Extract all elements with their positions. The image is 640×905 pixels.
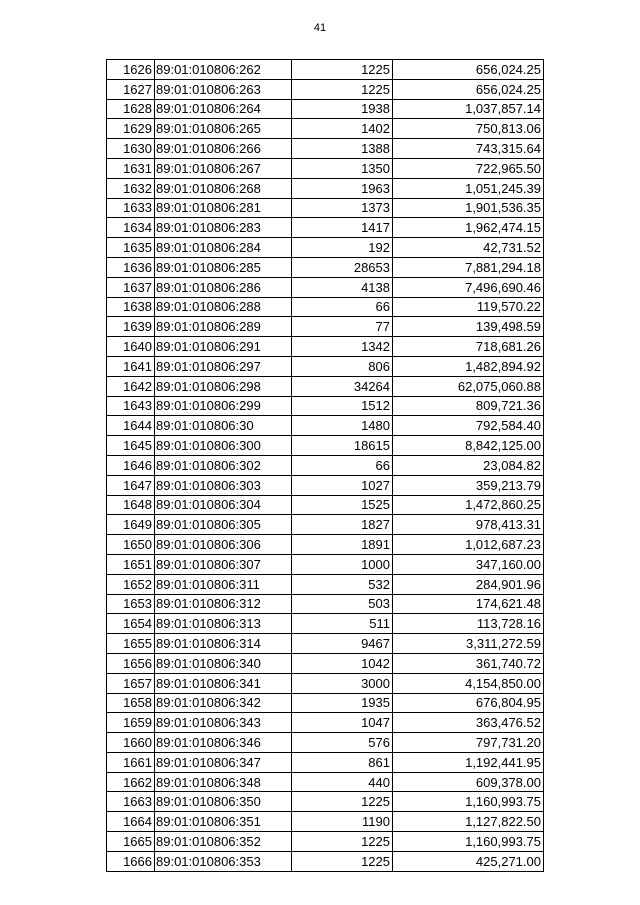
area-cell: 1935: [292, 693, 393, 713]
area-cell: 1225: [292, 60, 393, 80]
area-cell: 1225: [292, 79, 393, 99]
cadastral-value-cell: 62,075,060.88: [393, 376, 544, 396]
table-row: [107, 297, 544, 317]
cadastral-number-cell: 89:01:010806:299: [155, 396, 292, 416]
cadastral-value-cell: 1,192,441.95: [393, 752, 544, 772]
cadastral-number-cell: 89:01:010806:351: [155, 812, 292, 832]
area-cell: 1388: [292, 139, 393, 159]
table-row: [107, 119, 544, 139]
row-number-cell: 1640: [107, 337, 155, 357]
table-row: [107, 475, 544, 495]
table-row: [107, 832, 544, 852]
table-row: [107, 673, 544, 693]
area-cell: 77: [292, 317, 393, 337]
area-cell: 1225: [292, 832, 393, 852]
cadastral-value-cell: 42,731.52: [393, 238, 544, 258]
row-number-cell: 1628: [107, 99, 155, 119]
cadastral-value-cell: 792,584.40: [393, 416, 544, 436]
cadastral-number-cell: 89:01:010806:304: [155, 495, 292, 515]
cadastral-value-cell: 722,965.50: [393, 158, 544, 178]
row-number-cell: 1643: [107, 396, 155, 416]
table-row: [107, 178, 544, 198]
area-cell: 1000: [292, 554, 393, 574]
cadastral-value-cell: 119,570.22: [393, 297, 544, 317]
row-number-cell: 1659: [107, 713, 155, 733]
row-number-cell: 1662: [107, 772, 155, 792]
cadastral-value-cell: 1,037,857.14: [393, 99, 544, 119]
table-row: [107, 79, 544, 99]
row-number-cell: 1631: [107, 158, 155, 178]
cadastral-number-cell: 89:01:010806:341: [155, 673, 292, 693]
area-cell: 1225: [292, 851, 393, 871]
cadastral-number-cell: 89:01:010806:291: [155, 337, 292, 357]
cadastral-number-cell: 89:01:010806:268: [155, 178, 292, 198]
row-number-cell: 1642: [107, 376, 155, 396]
cadastral-value-cell: 743,315.64: [393, 139, 544, 159]
row-number-cell: 1646: [107, 455, 155, 475]
row-number-cell: 1632: [107, 178, 155, 198]
row-number-cell: 1663: [107, 792, 155, 812]
table-row: [107, 554, 544, 574]
cadastral-value-cell: 23,084.82: [393, 455, 544, 475]
area-cell: 66: [292, 455, 393, 475]
row-number-cell: 1637: [107, 277, 155, 297]
cadastral-number-cell: 89:01:010806:281: [155, 198, 292, 218]
cadastral-value-cell: 750,813.06: [393, 119, 544, 139]
area-cell: 503: [292, 594, 393, 614]
cadastral-number-cell: 89:01:010806:297: [155, 356, 292, 376]
cadastral-value-cell: 1,160,993.75: [393, 792, 544, 812]
table-row: [107, 317, 544, 337]
row-number-cell: 1666: [107, 851, 155, 871]
cadastral-value-cell: 1,127,822.50: [393, 812, 544, 832]
row-number-cell: 1650: [107, 535, 155, 555]
cadastral-value-cell: 1,012,687.23: [393, 535, 544, 555]
row-number-cell: 1649: [107, 515, 155, 535]
area-cell: 861: [292, 752, 393, 772]
cadastral-value-cell: 1,901,536.35: [393, 198, 544, 218]
cadastral-number-cell: 89:01:010806:262: [155, 60, 292, 80]
table-row: [107, 812, 544, 832]
row-number-cell: 1652: [107, 574, 155, 594]
row-number-cell: 1641: [107, 356, 155, 376]
area-cell: 1342: [292, 337, 393, 357]
cadastral-number-cell: 89:01:010806:284: [155, 238, 292, 258]
table-row: [107, 713, 544, 733]
table-row: [107, 634, 544, 654]
area-cell: 532: [292, 574, 393, 594]
cadastral-number-cell: 89:01:010806:266: [155, 139, 292, 159]
cadastral-value-cell: 425,271.00: [393, 851, 544, 871]
cadastral-number-cell: 89:01:010806:265: [155, 119, 292, 139]
row-number-cell: 1655: [107, 634, 155, 654]
cadastral-value-table: [106, 59, 544, 872]
area-cell: 1027: [292, 475, 393, 495]
cadastral-value-cell: 4,154,850.00: [393, 673, 544, 693]
cadastral-value-cell: 139,498.59: [393, 317, 544, 337]
table-row: [107, 139, 544, 159]
row-number-cell: 1629: [107, 119, 155, 139]
cadastral-number-cell: 89:01:010806:298: [155, 376, 292, 396]
table-body: [107, 60, 544, 872]
row-number-cell: 1648: [107, 495, 155, 515]
area-cell: 1891: [292, 535, 393, 555]
cadastral-number-cell: 89:01:010806:300: [155, 436, 292, 456]
area-cell: 1480: [292, 416, 393, 436]
cadastral-value-cell: 609,378.00: [393, 772, 544, 792]
cadastral-number-cell: 89:01:010806:305: [155, 515, 292, 535]
area-cell: 440: [292, 772, 393, 792]
table-row: [107, 614, 544, 634]
row-number-cell: 1656: [107, 653, 155, 673]
cadastral-number-cell: 89:01:010806:286: [155, 277, 292, 297]
area-cell: 1525: [292, 495, 393, 515]
row-number-cell: 1627: [107, 79, 155, 99]
cadastral-number-cell: 89:01:010806:289: [155, 317, 292, 337]
cadastral-value-cell: 1,962,474.15: [393, 218, 544, 238]
cadastral-value-cell: 8,842,125.00: [393, 436, 544, 456]
area-cell: 1350: [292, 158, 393, 178]
row-number-cell: 1653: [107, 594, 155, 614]
area-cell: 1512: [292, 396, 393, 416]
area-cell: 576: [292, 733, 393, 753]
cadastral-number-cell: 89:01:010806:267: [155, 158, 292, 178]
table-row: [107, 752, 544, 772]
area-cell: 9467: [292, 634, 393, 654]
area-cell: 18615: [292, 436, 393, 456]
area-cell: 806: [292, 356, 393, 376]
cadastral-value-cell: 174,621.48: [393, 594, 544, 614]
cadastral-value-cell: 676,804.95: [393, 693, 544, 713]
cadastral-number-cell: 89:01:010806:314: [155, 634, 292, 654]
cadastral-value-cell: 113,728.16: [393, 614, 544, 634]
table-row: [107, 594, 544, 614]
cadastral-number-cell: 89:01:010806:343: [155, 713, 292, 733]
cadastral-value-cell: 656,024.25: [393, 60, 544, 80]
table-row: [107, 238, 544, 258]
cadastral-value-cell: 1,160,993.75: [393, 832, 544, 852]
area-cell: 1417: [292, 218, 393, 238]
row-number-cell: 1639: [107, 317, 155, 337]
table-row: [107, 535, 544, 555]
table-row: [107, 436, 544, 456]
cadastral-value-cell: 347,160.00: [393, 554, 544, 574]
row-number-cell: 1633: [107, 198, 155, 218]
table-row: [107, 218, 544, 238]
area-cell: 1827: [292, 515, 393, 535]
area-cell: 1190: [292, 812, 393, 832]
row-number-cell: 1644: [107, 416, 155, 436]
cadastral-number-cell: 89:01:010806:285: [155, 257, 292, 277]
cadastral-number-cell: 89:01:010806:346: [155, 733, 292, 753]
cadastral-number-cell: 89:01:010806:283: [155, 218, 292, 238]
table-row: [107, 396, 544, 416]
table-row: [107, 693, 544, 713]
table-row: [107, 733, 544, 753]
cadastral-value-cell: 1,482,894.92: [393, 356, 544, 376]
area-cell: 1402: [292, 119, 393, 139]
cadastral-number-cell: 89:01:010806:347: [155, 752, 292, 772]
cadastral-number-cell: 89:01:010806:311: [155, 574, 292, 594]
row-number-cell: 1651: [107, 554, 155, 574]
cadastral-number-cell: 89:01:010806:263: [155, 79, 292, 99]
row-number-cell: 1661: [107, 752, 155, 772]
table-row: [107, 158, 544, 178]
cadastral-value-cell: 656,024.25: [393, 79, 544, 99]
table-row: [107, 337, 544, 357]
cadastral-value-cell: 1,472,860.25: [393, 495, 544, 515]
table-row: [107, 60, 544, 80]
row-number-cell: 1647: [107, 475, 155, 495]
row-number-cell: 1657: [107, 673, 155, 693]
cadastral-value-cell: 359,213.79: [393, 475, 544, 495]
cadastral-number-cell: 89:01:010806:352: [155, 832, 292, 852]
area-cell: 28653: [292, 257, 393, 277]
row-number-cell: 1630: [107, 139, 155, 159]
cadastral-number-cell: 89:01:010806:353: [155, 851, 292, 871]
row-number-cell: 1654: [107, 614, 155, 634]
cadastral-value-cell: 1,051,245.39: [393, 178, 544, 198]
row-number-cell: 1636: [107, 257, 155, 277]
cadastral-value-cell: 363,476.52: [393, 713, 544, 733]
cadastral-number-cell: 89:01:010806:303: [155, 475, 292, 495]
cadastral-value-cell: 7,881,294.18: [393, 257, 544, 277]
area-cell: 4138: [292, 277, 393, 297]
cadastral-number-cell: 89:01:010806:340: [155, 653, 292, 673]
area-cell: 511: [292, 614, 393, 634]
table-row: [107, 99, 544, 119]
cadastral-number-cell: 89:01:010806:302: [155, 455, 292, 475]
table-row: [107, 851, 544, 871]
page-number: 41: [313, 22, 327, 34]
area-cell: 1042: [292, 653, 393, 673]
area-cell: 3000: [292, 673, 393, 693]
cadastral-value-cell: 361,740.72: [393, 653, 544, 673]
area-cell: 1047: [292, 713, 393, 733]
table-row: [107, 653, 544, 673]
cadastral-number-cell: 89:01:010806:264: [155, 99, 292, 119]
cadastral-value-cell: 3,311,272.59: [393, 634, 544, 654]
row-number-cell: 1635: [107, 238, 155, 258]
area-cell: 1963: [292, 178, 393, 198]
area-cell: 192: [292, 238, 393, 258]
cadastral-number-cell: 89:01:010806:312: [155, 594, 292, 614]
table-row: [107, 574, 544, 594]
table-row: [107, 416, 544, 436]
table-row: [107, 376, 544, 396]
cadastral-number-cell: 89:01:010806:350: [155, 792, 292, 812]
row-number-cell: 1665: [107, 832, 155, 852]
row-number-cell: 1626: [107, 60, 155, 80]
cadastral-number-cell: 89:01:010806:30: [155, 416, 292, 436]
table-row: [107, 495, 544, 515]
cadastral-number-cell: 89:01:010806:307: [155, 554, 292, 574]
cadastral-value-cell: 7,496,690.46: [393, 277, 544, 297]
area-cell: 1373: [292, 198, 393, 218]
cadastral-number-cell: 89:01:010806:288: [155, 297, 292, 317]
table-row: [107, 277, 544, 297]
row-number-cell: 1638: [107, 297, 155, 317]
area-cell: 1938: [292, 99, 393, 119]
cadastral-number-cell: 89:01:010806:348: [155, 772, 292, 792]
cadastral-number-cell: 89:01:010806:342: [155, 693, 292, 713]
cadastral-value-cell: 797,731.20: [393, 733, 544, 753]
cadastral-value-cell: 718,681.26: [393, 337, 544, 357]
table-row: [107, 515, 544, 535]
area-cell: 34264: [292, 376, 393, 396]
table-row: [107, 792, 544, 812]
row-number-cell: 1645: [107, 436, 155, 456]
table-row: [107, 198, 544, 218]
cadastral-value-cell: 978,413.31: [393, 515, 544, 535]
area-cell: 1225: [292, 792, 393, 812]
cadastral-number-cell: 89:01:010806:313: [155, 614, 292, 634]
cadastral-value-cell: 809,721.36: [393, 396, 544, 416]
cadastral-value-cell: 284,901.96: [393, 574, 544, 594]
row-number-cell: 1664: [107, 812, 155, 832]
cadastral-number-cell: 89:01:010806:306: [155, 535, 292, 555]
row-number-cell: 1658: [107, 693, 155, 713]
row-number-cell: 1660: [107, 733, 155, 753]
table-row: [107, 772, 544, 792]
table-row: [107, 257, 544, 277]
table-row: [107, 455, 544, 475]
row-number-cell: 1634: [107, 218, 155, 238]
area-cell: 66: [292, 297, 393, 317]
table-row: [107, 356, 544, 376]
